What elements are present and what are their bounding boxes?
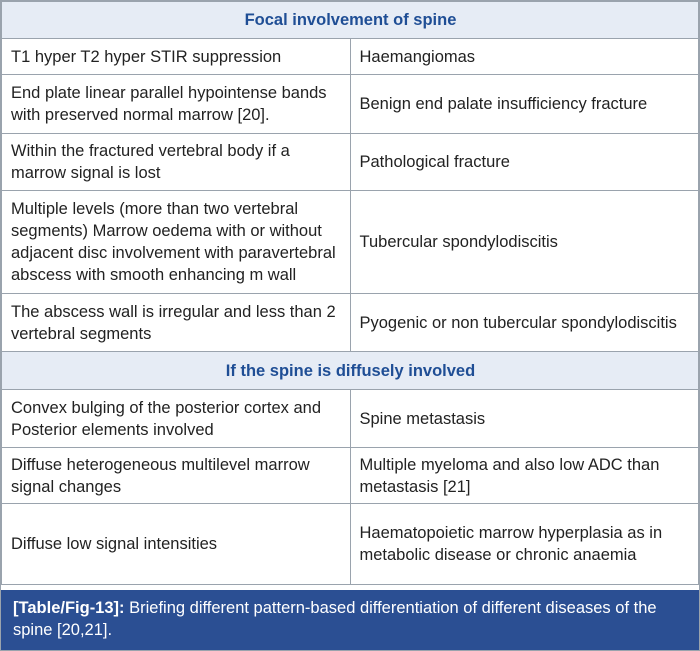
diagnosis-cell: Haemangiomas <box>350 39 699 75</box>
table-row <box>2 504 699 585</box>
section-header-focal <box>2 2 699 39</box>
diagnosis-cell: Haematopoietic marrow hyperplasia as in metabolic disease or chronic anaemia <box>350 504 699 585</box>
finding-cell: The abscess wall is irregular and less than 2 vertebral segments <box>2 294 351 352</box>
differential-table <box>1 1 699 585</box>
table-row <box>2 134 699 191</box>
diagnosis-cell: Multiple myeloma and also low ADC than metastasis [21] <box>350 448 699 504</box>
finding-cell: Within the fractured vertebral body if a marrow signal is lost <box>2 134 351 191</box>
diagnosis-cell: Tubercular spondylodiscitis <box>350 191 699 294</box>
table-row <box>2 191 699 294</box>
caption-label: [Table/Fig-13]: <box>13 599 125 617</box>
table-row <box>2 294 699 352</box>
finding-cell: Diffuse low signal intensities <box>2 504 351 585</box>
table-row <box>2 75 699 134</box>
section-heading: If the spine is diffusely involved <box>2 352 699 390</box>
section-header-diffuse <box>2 352 699 390</box>
section-heading: Focal involvement of spine <box>2 2 699 39</box>
diagnosis-cell: Pathological fracture <box>350 134 699 191</box>
diagnosis-cell: Spine metastasis <box>350 390 699 448</box>
table-row <box>2 448 699 504</box>
diagnosis-cell: Pyogenic or non tubercular spondylodiscitis <box>350 294 699 352</box>
finding-cell: Convex bulging of the posterior cortex and Posterior elements involved <box>2 390 351 448</box>
table-row <box>2 39 699 75</box>
finding-cell: Diffuse heterogeneous multilevel marrow signal changes <box>2 448 351 504</box>
finding-cell: T1 hyper T2 hyper STIR suppression <box>2 39 351 75</box>
finding-cell: Multiple levels (more than two vertebral segments) Marrow oedema with or without adjacent disc involvement with paravertebral abscess with smooth enhancing m wall <box>2 191 351 294</box>
table-row <box>2 390 699 448</box>
finding-cell: End plate linear parallel hypointense bands with preserved normal marrow [20]. <box>2 75 351 134</box>
diagnosis-cell: Benign end palate insufficiency fracture <box>350 75 699 134</box>
caption-text: Briefing different pattern-based differentiation of different diseases of the spine [20,21]. <box>13 599 657 639</box>
figure-caption <box>1 590 699 650</box>
